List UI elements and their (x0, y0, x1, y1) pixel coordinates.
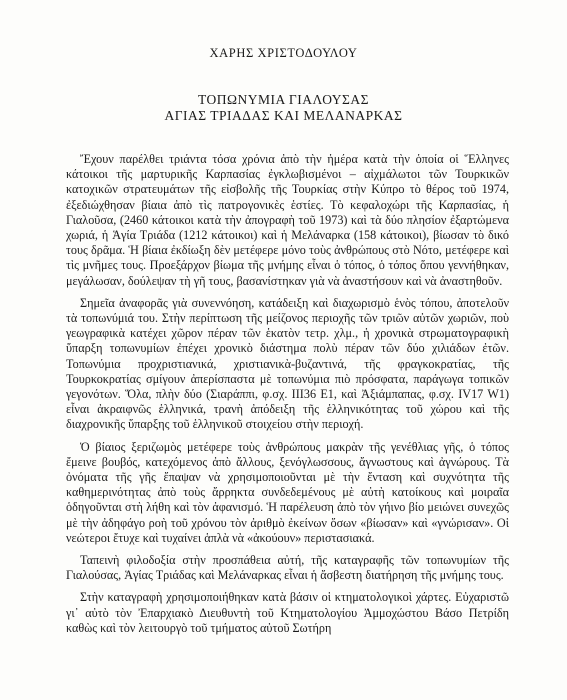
article-title (0, 92, 567, 124)
paragraph-4: Ταπεινὴ φιλοδοξία στὴν προσπάθεια αὐτή, τῆς καταγραφῆς τῶν τοπωνυμίων τῆς Γιαλούσας, Ἁγίας Τριάδας καὶ Μελάναρκας εἶναι ἡ ἄσβεστη διατήρηση τῆς μνήμης τους. (66, 553, 509, 583)
paragraph-2: Σημεῖα ἀναφορᾶς γιὰ συνεννόηση, κατάδειξη καὶ διαχωρισμὸ ἑνὸς τόπου, ἀποτελοῦν τὰ τοπωνύμιά του. Στὴν περίπτωση τῆς μείζονος περιοχῆς τῶν τριῶν αὐτῶν χωριῶν, ποὺ γεωγραφικὰ κατέχει χῶρον πέραν τῶν ἑκατὸν τετρ. χλμ., ἡ χρονικὰ στρωματογραφικὴ ὕπαρξη τοπωνυμίων ἐπέχει χρονικὸ διάστημα πολὺ πέραν τῶν δύο χιλιάδων ἐτῶν. Τοπωνύμια προχριστιανικά, χριστιανικὰ-βυζαντινά, τῆς φραγκοκρατίας, τῆς Τουρκοκρατίας σμίγουν ἀπερίσπαστα μὲ τοπωνύμια πιὸ πρόσφατα, παράγωγα τοπικῶν γεγονότων. Ὅλα, πλὴν δύο (Σιαράππι, φ.σχ. III36 E1, καὶ Ἀξιάμπαπας, φ.σχ. IV17 W1) εἶναι ἀκραιφνῶς ἑλληνικά, τρανὴ ἀπόδειξη τῆς ἑλληνικότητας τοῦ χώρου καὶ τῆς διαχρονικῆς ὕπαρξης τοῦ ἑλληνικοῦ στοιχείου στὴν περιοχή. (66, 295, 509, 432)
title-line-1: ΤΟΠΩΝΥΜΙΑ ΓΙΑΛΟΥΣΑΣ (198, 92, 369, 107)
title-line-2: ΑΓΙΑΣ ΤΡΙΑΔΑΣ ΚΑΙ ΜΕΛΑΝΑΡΚΑΣ (164, 108, 403, 123)
paragraph-5: Στὴν καταγραφὴ χρησιμοποιήθηκαν κατὰ βάσιν οἱ κτηματολογικοὶ χάρτες. Εὐχαριστῶ γι᾽ αὐτὸ τὸν Ἐπαρχιακὸ Διευθυντὴ τοῦ Κτηματολογίου Ἀμμοχώστου Βάσο Πετρίδη καθὼς καὶ τὸν λειτουργὸ τοῦ τμήματος αὐτοῦ Σωτήρη (66, 590, 509, 635)
paragraph-3: Ὁ βίαιος ξεριζωμὸς μετέφερε τοὺς ἀνθρώπους μακρὰν τῆς γενέθλιας γῆς, ὁ τόπος ἔμεινε βουβός, κατεχόμενος ἀπὸ ἄλλους, ξενόγλωσσους, ἄγνωστους καὶ ἀγνώρους. Τὰ ὀνόματα τῆς γῆς ἔπαψαν νὰ χρησιμοποιοῦνται μὲ τὴν ἔνταση καὶ συχνότητα τῆς καθημερινότητας ἀπὸ τοὺς ἄρρηκτα συνδεδεμένους μὲ αὐτὴ κατοίκους καὶ μοιραῖα ὁδηγοῦνται στὴ λήθη καὶ τὸν ἀφανισμό. Ἡ παρέλευση ἀπὸ τὸν γήινο βίο μειώνει συνεχῶς μὲ τὴν ἀδηφάγο ροὴ τοῦ χρόνου τὸν ἀριθμὸ ἐκείνων ὅσων «βίωσαν» καὶ «γνώρισαν». Οἱ νεώτεροι ἔτυχε καὶ τυχαίνει ἁπλὰ νὰ «ἀκούουν» περιστασιακά. (66, 439, 509, 545)
author-header: ΧΑΡΗΣ ΧΡΙΣΤΟΔΟΥΛΟΥ (209, 46, 358, 60)
article-body (66, 152, 509, 643)
paragraph-1: Ἔχουν παρέλθει τριάντα τόσα χρόνια ἀπὸ τὴν ἡμέρα κατὰ τὴν ὁποία οἱ Ἕλληνες κάτοικοι τῆς μαρτυρικῆς Καρπασίας ἐγκλωβισμένοι – αἰχμάλωτοι τῶν Τουρκικῶν κατοχικῶν στρατευμάτων τῆς εἰσβολῆς τῆς Τουρκίας στὴν Κύπρο τὸ θέρος τοῦ 1974, ἐξεδιώχθησαν βίαια ἀπὸ τὶς πατρογονικὲς ἑστίες. Τὸ κεφαλοχώρι τῆς Καρπασίας, ἡ Γιαλοῦσα, (2460 κάτοικοι κατὰ τὴν ἀπογραφὴ τοῦ 1973) καὶ τὰ δύο πλησίον ἐξαρτώμενα χωριά, ἡ Ἁγία Τριάδα (1212 κάτοικοι) καὶ ἡ Μελάναρκα (158 κάτοικοι), βίωσαν τὸ δικό τους δρᾶμα. Ἡ βίαια ἐκδίωξη δὲν μετέφερε μόνο τοὺς ἀνθρώπους στὸ Νότο, μετέφερε καὶ τὶς μνῆμες τους. Προεξάρχον βίωμα τῆς μνήμης εἶναι ὁ τόπος, ὁ τόπος ὅπου γεννήθηκαν, μεγάλωσαν, δούλεψαν τὴ γῆ τους, βασανίστηκαν γιὰ νὰ ἀναστήσουν καὶ νὰ ἀναστηθοῦν. (66, 152, 509, 288)
